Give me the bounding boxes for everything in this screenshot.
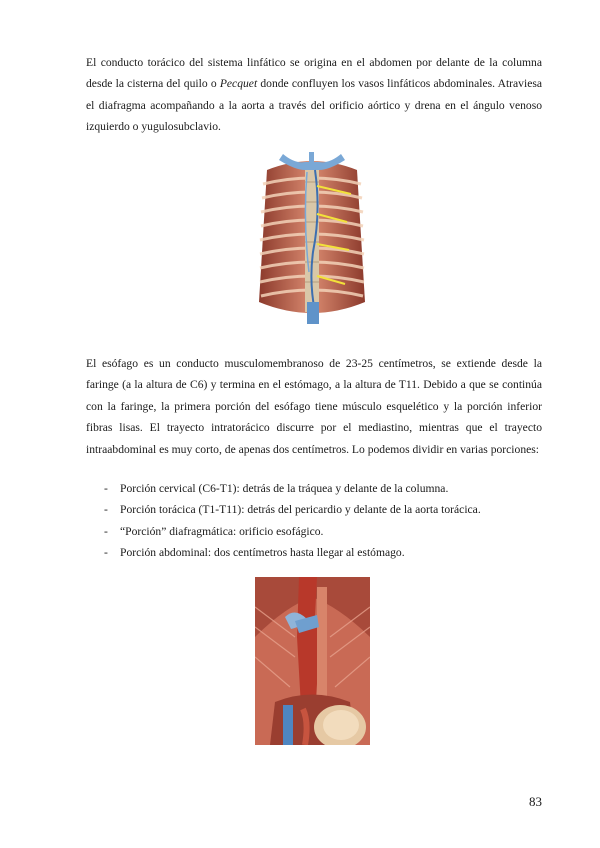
list-item-text: Porción cervical (C6-T1): detrás de la tráquea y delante de la columna. xyxy=(120,482,449,495)
thoracic-duct-illustration xyxy=(255,152,369,324)
esophagus-illustration xyxy=(255,577,370,745)
paragraph-text-end: donde confluyen los vasos linfáticos abdominales. Atraviesa el diafragma acompañando a la aorta a través del orificio aórtico y drena en el ángulo venoso izquierdo o yugulosubclavio. xyxy=(86,77,542,134)
list-dash: - xyxy=(104,482,108,495)
list-item xyxy=(86,478,556,499)
page-number: 83 xyxy=(529,794,542,809)
list-dash: - xyxy=(104,524,108,538)
list-item xyxy=(86,499,556,520)
list-item xyxy=(86,521,556,542)
list-item-text: Porción torácica (T1-T11): detrás del pericardio y delante de la aorta torácica. xyxy=(120,503,481,517)
list-item xyxy=(86,542,556,563)
esophagus-portions-list xyxy=(86,478,556,564)
paragraph-thoracic-duct xyxy=(86,52,542,138)
list-dash: - xyxy=(104,503,108,517)
list-dash: - xyxy=(104,546,108,560)
paragraph-text-start: El conducto torácico del sistema linfático se origina en el abdomen por delante de la columna desde la cisterna del quilo o xyxy=(86,56,542,91)
list-item-text: Porción abdominal: dos centímetros hasta llegar al estómago. xyxy=(120,546,405,560)
pecquet-italic: Pecquet xyxy=(219,77,258,91)
list-item-text: “Porción” diafragmática: orificio esofágico. xyxy=(120,524,324,538)
paragraph-esophagus: El esófago es un conducto musculomembranoso de 23-25 centímetros, se extiende desde la faringe (a la altura de C6) y termina en el estómago, a la altura de T11. Debido a que se continúa con la faringe, la primera porción del esófago tiene músculo esquelético y la porción inferior fibras lisas. El trayecto intratorácico discurre por el mediastino, mientras que el trayecto intraabdominal es muy corto, de apenas dos centímetros. Lo podemos dividir en varias porciones: xyxy=(86,357,542,456)
